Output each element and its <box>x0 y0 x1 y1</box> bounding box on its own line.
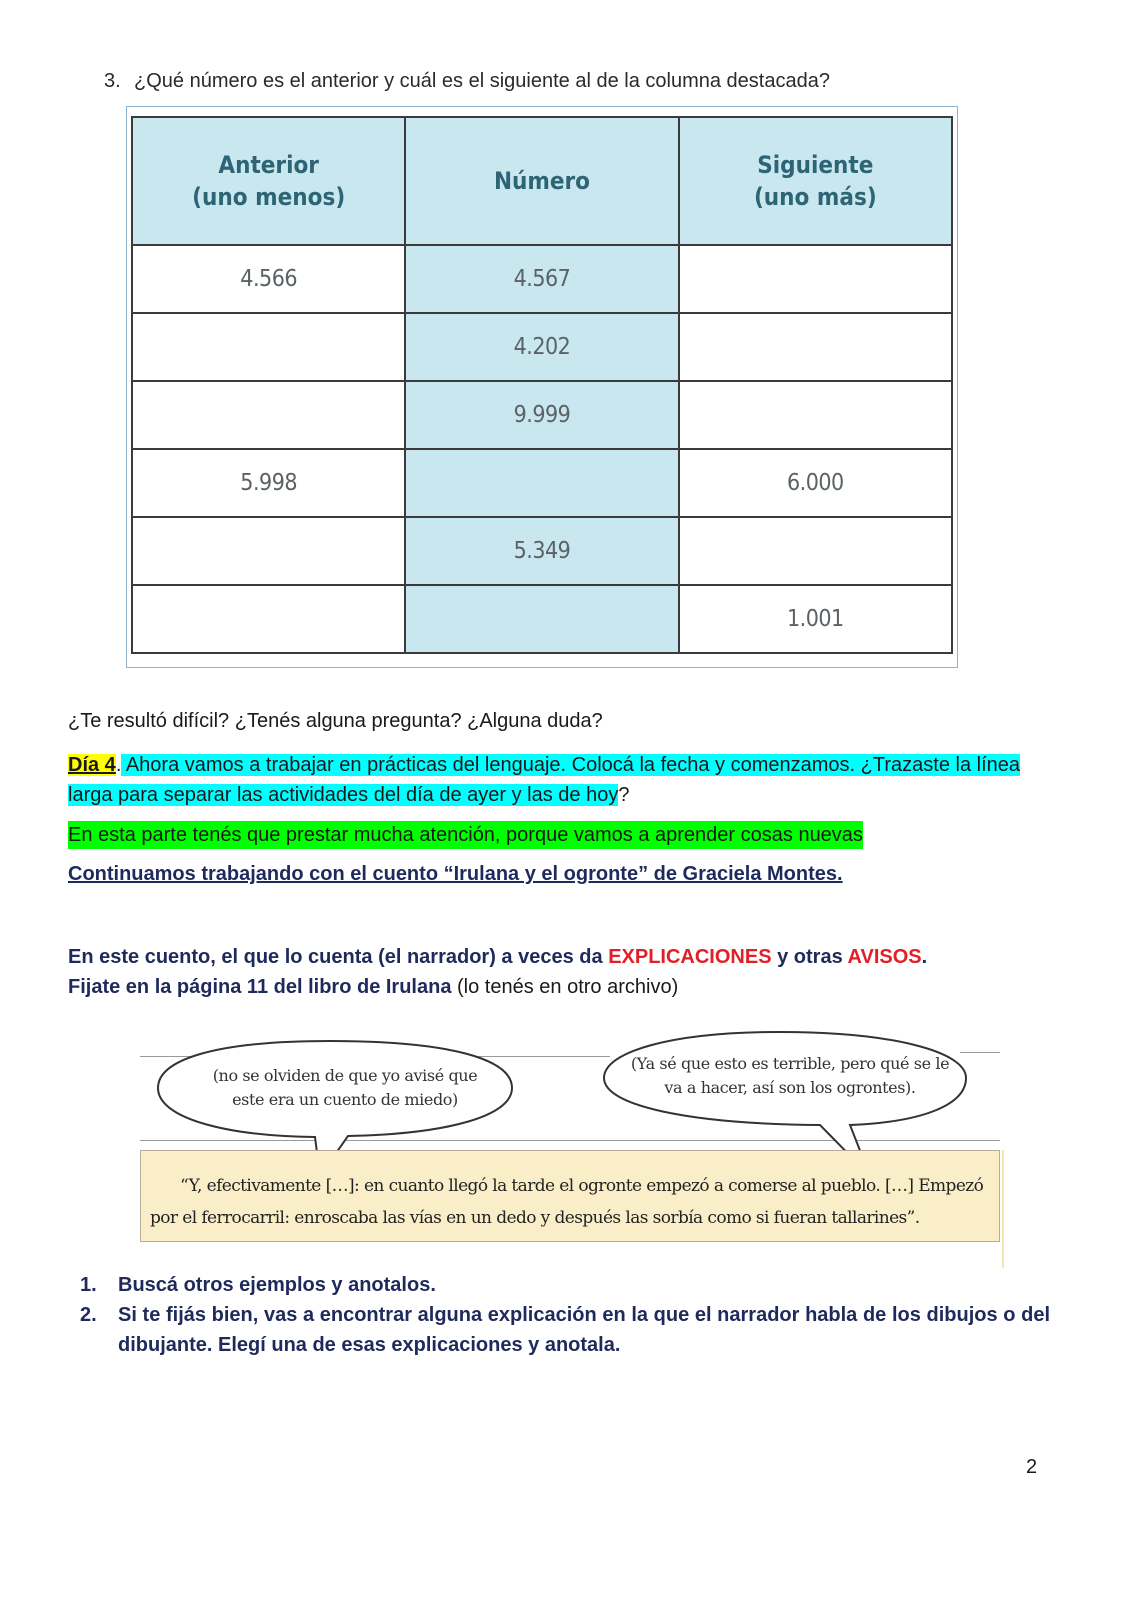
list-text: Buscá otros ejemplos y anotalos. <box>118 1274 436 1296</box>
dia4-end: ? <box>618 784 630 806</box>
bubble-right-text: (Ya sé que esto es terrible, pero qué se le va a hacer, así son los ogrontes). <box>630 1054 950 1097</box>
keyword-avisos: AVISOS <box>847 946 922 968</box>
cell-siguiente[interactable] <box>679 313 952 381</box>
question-3 <box>104 70 830 93</box>
cell-numero[interactable]: 4.567 <box>405 245 678 313</box>
table-row <box>132 449 952 517</box>
page-number: 2 <box>1026 1456 1038 1478</box>
cell-anterior[interactable]: 4.566 <box>132 245 405 313</box>
cell-siguiente[interactable] <box>679 381 952 449</box>
numbers-table <box>131 116 953 654</box>
dia4-text: Ahora vamos a trabajar en prácticas del lenguaje. Colocá la fecha y comenzamos. ¿Trazaste la línea larga para separar las actividades del día de ayer y las de hoy <box>68 754 1020 806</box>
table-row <box>132 245 952 313</box>
cell-numero[interactable]: 5.349 <box>405 517 678 585</box>
narrator-page-ref: Fijate en la página 11 del libro de Irulana <box>68 976 452 998</box>
cell-numero[interactable] <box>405 585 678 653</box>
cell-numero[interactable] <box>405 449 678 517</box>
cell-anterior[interactable] <box>132 517 405 585</box>
narrator-text: En este cuento, el que lo cuenta (el narrador) a veces da <box>68 946 609 968</box>
activity-list <box>80 1270 1050 1360</box>
cell-siguiente[interactable] <box>679 245 952 313</box>
narrator-text: y otras <box>771 946 848 968</box>
cell-anterior[interactable] <box>132 381 405 449</box>
excerpt-quote <box>150 1170 990 1234</box>
table-row <box>132 381 952 449</box>
excerpt-text: “Y, efectivamente […]: en cuanto llegó la tarde el ogronte empezó a comerse al pueblo. […] Empezó por el ferrocarril: enroscaba las vías en un dedo y después las sorbía como si fueran tallarines”. <box>150 1176 984 1228</box>
cell-numero[interactable]: 4.202 <box>405 313 678 381</box>
keyword-explicaciones: EXPLICACIONES <box>608 946 772 968</box>
dia4-paragraph <box>68 750 1068 810</box>
dia4-label: Día 4 <box>68 754 116 776</box>
table-row <box>132 313 952 381</box>
cell-anterior[interactable] <box>132 313 405 381</box>
bubble-left-text: (no se olviden de que yo avisé que este era un cuento de miedo) <box>212 1066 478 1109</box>
header-line: Anterior <box>218 151 319 179</box>
cell-anterior[interactable] <box>132 585 405 653</box>
question-text: ¿Qué número es el anterior y cuál es el siguiente al de la columna destacada? <box>134 70 830 92</box>
narrator-text: . <box>921 946 928 968</box>
header-siguiente <box>679 117 952 245</box>
cell-siguiente[interactable]: 6.000 <box>679 449 952 517</box>
header-line: Siguiente <box>757 151 874 179</box>
header-numero <box>405 117 678 245</box>
cell-siguiente[interactable]: 1.001 <box>679 585 952 653</box>
continue-heading: Continuamos trabajando con el cuento “Irulana y el ogronte” de Graciela Montes. <box>68 863 843 885</box>
table-row <box>132 517 952 585</box>
attention-line: En esta parte tenés que prestar mucha atención, porque vamos a aprender cosas nuevas <box>68 821 863 849</box>
narrator-paragraph <box>68 942 1068 1002</box>
list-text: Si te fijás bien, vas a encontrar alguna explicación en la que el narrador habla de los dibujos o del dibujante. Elegí una de esas explicaciones y anotala. <box>118 1304 1050 1356</box>
cell-anterior[interactable]: 5.998 <box>132 449 405 517</box>
header-anterior <box>132 117 405 245</box>
list-number: 2. <box>80 1304 97 1326</box>
cell-siguiente[interactable] <box>679 517 952 585</box>
header-line: Número <box>493 167 591 195</box>
cell-numero[interactable]: 9.999 <box>405 381 678 449</box>
list-item <box>80 1270 1050 1300</box>
table-row <box>132 585 952 653</box>
questions-line: ¿Te resultó difícil? ¿Tenés alguna pregunta? ¿Alguna duda? <box>68 710 603 732</box>
scan-edge <box>1002 1150 1004 1268</box>
dia4-dot: . <box>115 754 122 776</box>
table-header-row <box>132 117 952 245</box>
narrator-note: (lo tenés en otro archivo) <box>451 976 679 998</box>
list-number: 1. <box>80 1274 97 1296</box>
header-line: (uno menos) <box>192 183 346 211</box>
list-item <box>80 1300 1050 1360</box>
question-number: 3. <box>104 70 121 92</box>
header-line: (uno más) <box>753 183 877 211</box>
